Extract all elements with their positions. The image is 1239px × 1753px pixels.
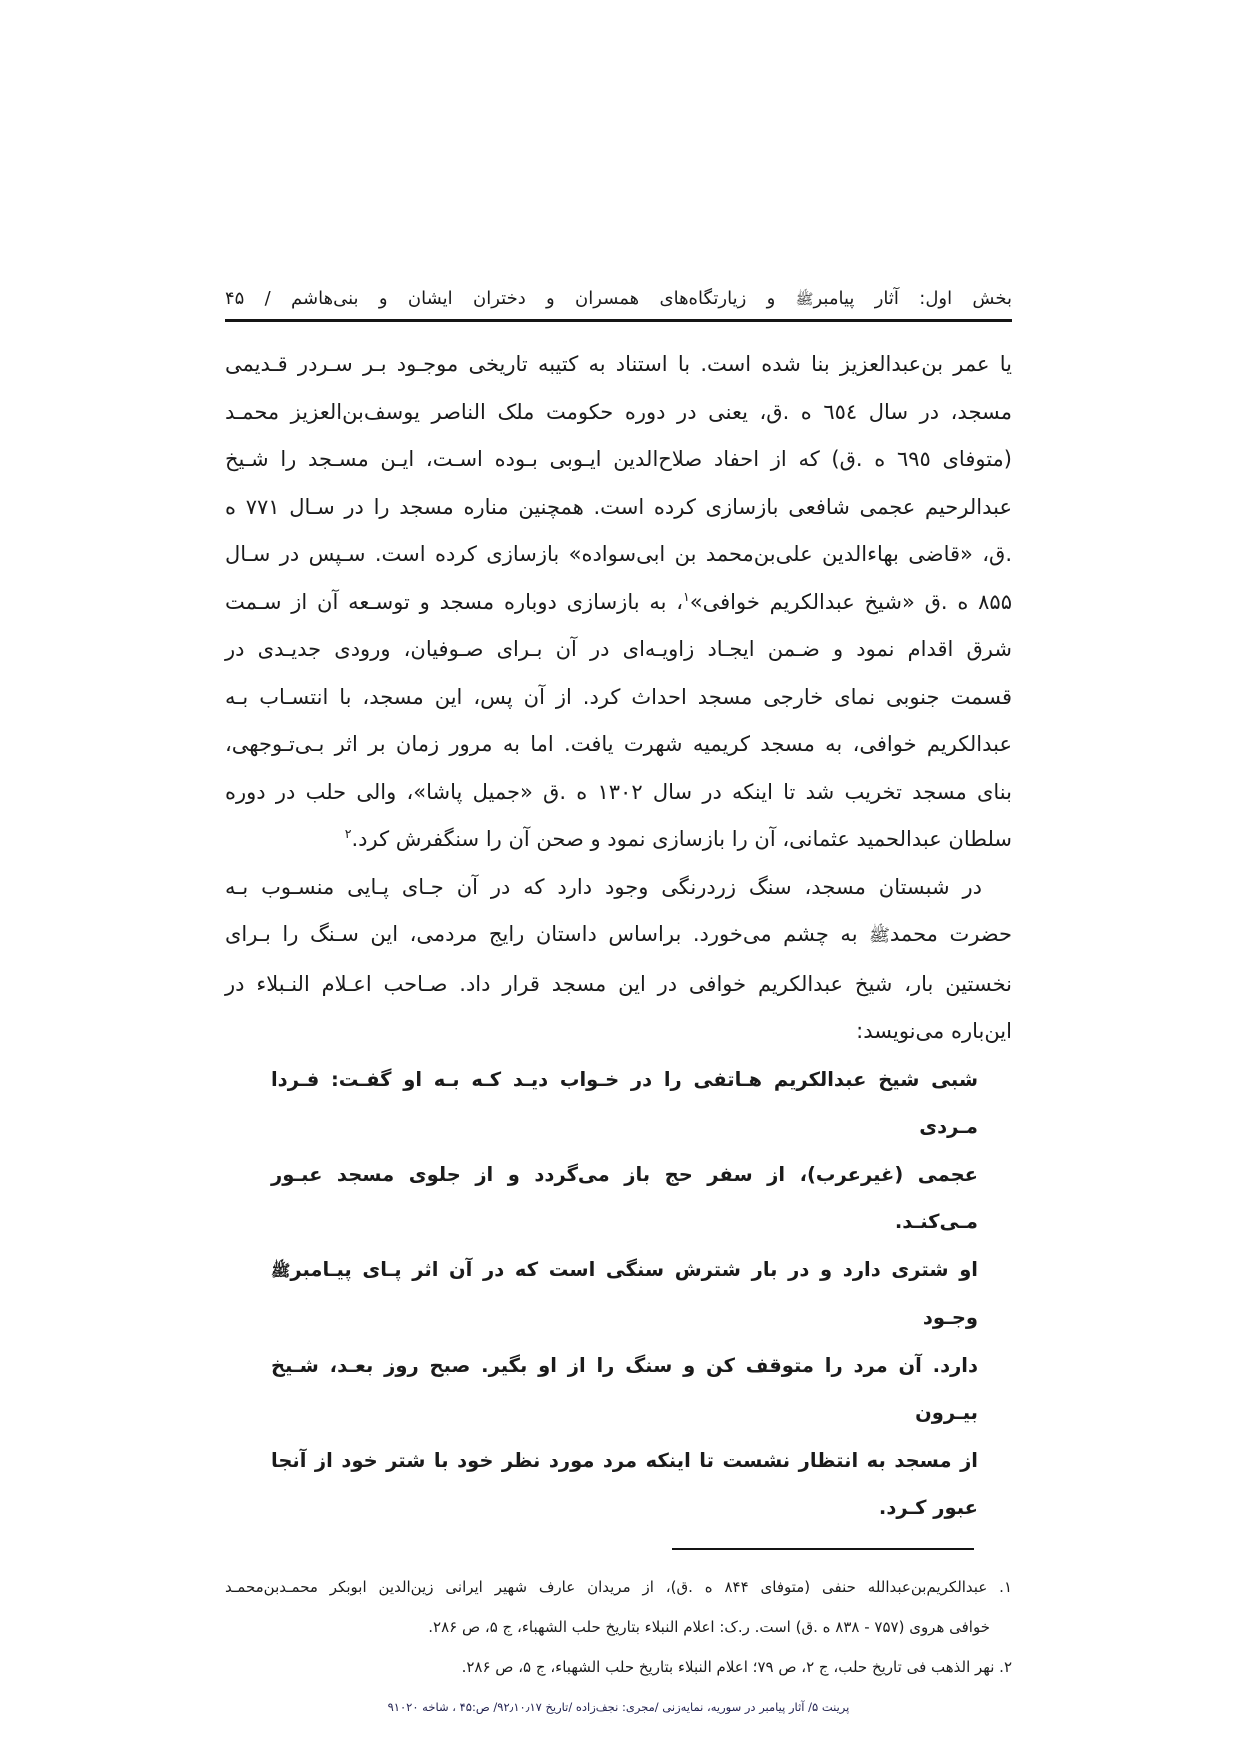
body-line: در شبستان مسجد، سنگ زردرنگی وجود دارد که در آن جـای پـایی منسـوب بـه xyxy=(225,874,982,899)
footnotes xyxy=(225,1567,1012,1687)
quote-line: دارد. آن مرد را متوقف کن و سنگ را از او بگیر. صبح روز بعـد، شـیخ بیـرون xyxy=(271,1353,978,1424)
body-line: شرق اقدام نمود و ضـمن ایجـاد زاویـه‌ای در آن بـرای صـوفیان، ورودی جدیـدی در xyxy=(225,637,1012,661)
footnote-marker: ۱ xyxy=(683,588,690,604)
body-line: سلطان عبدالحمید عثمانی، آن را بازسازی نمود و صحن آن را سنگفرش کرد.$^۲$ xyxy=(344,826,1012,851)
body-line: نخستین بار، شیخ عبدالکریم خوافی در این مسجد قرار داد. صـاحب اعـلام النـبلاء در xyxy=(225,971,1012,996)
running-header-text: بخش اول: آثار پیامبرﷺ و زیارتگاه‌های همسران و دختران ایشان و بنی‌هاشم / ۴۵ xyxy=(225,288,1012,309)
body-line: قسمت جنوبی نمای خارجی مسجد احداث کرد. از آن پس، این مسجد، با انتسـاب بـه xyxy=(225,684,1012,709)
body-line: عبدالکریم خوافی، به مسجد کریمیه شهرت یافت. اما به مرور زمان بر اثر بـی‌تـوجهی، xyxy=(225,732,1012,756)
body-line: بنای مسجد تخریب شد تا اینکه در سال ۱۳۰۲ ه .ق «جمیل پاشا»، والی حلب در دوره xyxy=(225,779,1012,804)
print-footer-text: پرینت ۵/ آثار پیامبر در سوریه، نمایه‌زنی /مجری: نجف‌زاده /تاریخ ۹۲٫۱۰٫۱۷/ ص:۴۵ ، شاخه ۹۱۰۲۰ xyxy=(387,1700,850,1714)
pbuh-symbol: ﷺ xyxy=(869,926,890,946)
body-line: یا عمر بن‌عبدالعزیز بنا شده است. با استناد به کتیبه تاریخی موجـود بـر سـردر قـدیمی xyxy=(225,352,1012,376)
paragraph-2 xyxy=(225,864,1012,1056)
footnote-1 xyxy=(225,1567,1012,1647)
body-line: ۸۵۵ ه .ق «شیخ عبدالکریم خوافی»$^۱$، به بازسازی دوباره مسجد و توسـعه آن از سـمت xyxy=(225,588,1012,614)
running-header xyxy=(225,286,1012,313)
page-body xyxy=(225,341,1012,1687)
footnote-2 xyxy=(225,1647,1012,1687)
footnote-line: خوافی هروی (۷۵۷ - ۸۳۸ ه .ق) است. ر.ک: اعلام النبلاء بتاریخ حلب الشهباء، ج ۵، ص ۲۸۶. xyxy=(428,1617,990,1636)
body-line: عبدالرحیم عجمی شافعی بازسازی کرده است. همچنین مناره مسجد را در سـال ۷۷۱ ه xyxy=(225,494,1012,519)
quote-line: او شتری دارد و در بار شترش سنگی است که در آن اثر پـای پیـامبرﷺ وجـود xyxy=(271,1257,978,1329)
body-line: (متوفای ٦٩٥ ه .ق) که از احفاد صلاح‌الدین ایـوبی بـوده اسـت، ایـن مسـجد را شـیخ xyxy=(225,447,1012,471)
pbuh-symbol: ﷺ xyxy=(271,1260,291,1280)
quote-line: از مسجد به انتظار نشست تا اینکه مرد مورد نظر خود با شتر خود از آنجا عبور کـرد. xyxy=(271,1448,978,1519)
header-rule xyxy=(225,319,1012,322)
paragraph-1 xyxy=(225,341,1012,864)
block-quote xyxy=(271,1056,978,1532)
footnote-line: ۱. عبدالکریم‌بن‌عبدالله حنفی (متوفای ۸۴۴ ه .ق)، از مریدان عارف شهیر ایرانی زین‌الدین ابوبکر محمـدبن‌محمـد xyxy=(225,1577,1012,1596)
print-footer xyxy=(225,1698,1012,1716)
footnote-marker: ۲ xyxy=(344,826,352,841)
body-line: .ق، «قاضی بهاءالدین علی‌بن‌محمد بن ابی‌سواده» بازسازی کرده است. سـپس در سـال xyxy=(225,542,1012,566)
body-line: مسجد، در سال ٦٥٤ ه .ق، یعنی در دوره حکومت ملک الناصر یوسف‌بن‌العزیز محمـد xyxy=(225,399,1012,424)
pbuh-symbol: ﷺ xyxy=(795,291,814,308)
quote-line: شبی شیخ عبدالکریم هـاتفی را در خـواب دیـد کـه بـه او گفـت: فـردا مـردی xyxy=(271,1067,978,1138)
footnote-line: ۲. نهر الذهب فی تاریخ حلب، ج ۲، ص ۷۹؛ اعلام النبلاء بتاریخ حلب الشهباء، ج ۵، ص ۲۸۶. xyxy=(461,1657,1012,1676)
quote-line: عجمی (غیرعرب)، از سفر حج باز می‌گردد و از جلوی مسجد عبـور مـی‌کنـد. xyxy=(271,1162,978,1233)
footnote-separator xyxy=(672,1548,974,1550)
body-line: حضرت محمدﷺ به چشم می‌خورد. براساس داستان رایج مردمی، این سـنگ را بـرای xyxy=(225,922,1012,946)
body-line: این‌باره می‌نویسد: xyxy=(856,1019,1012,1043)
